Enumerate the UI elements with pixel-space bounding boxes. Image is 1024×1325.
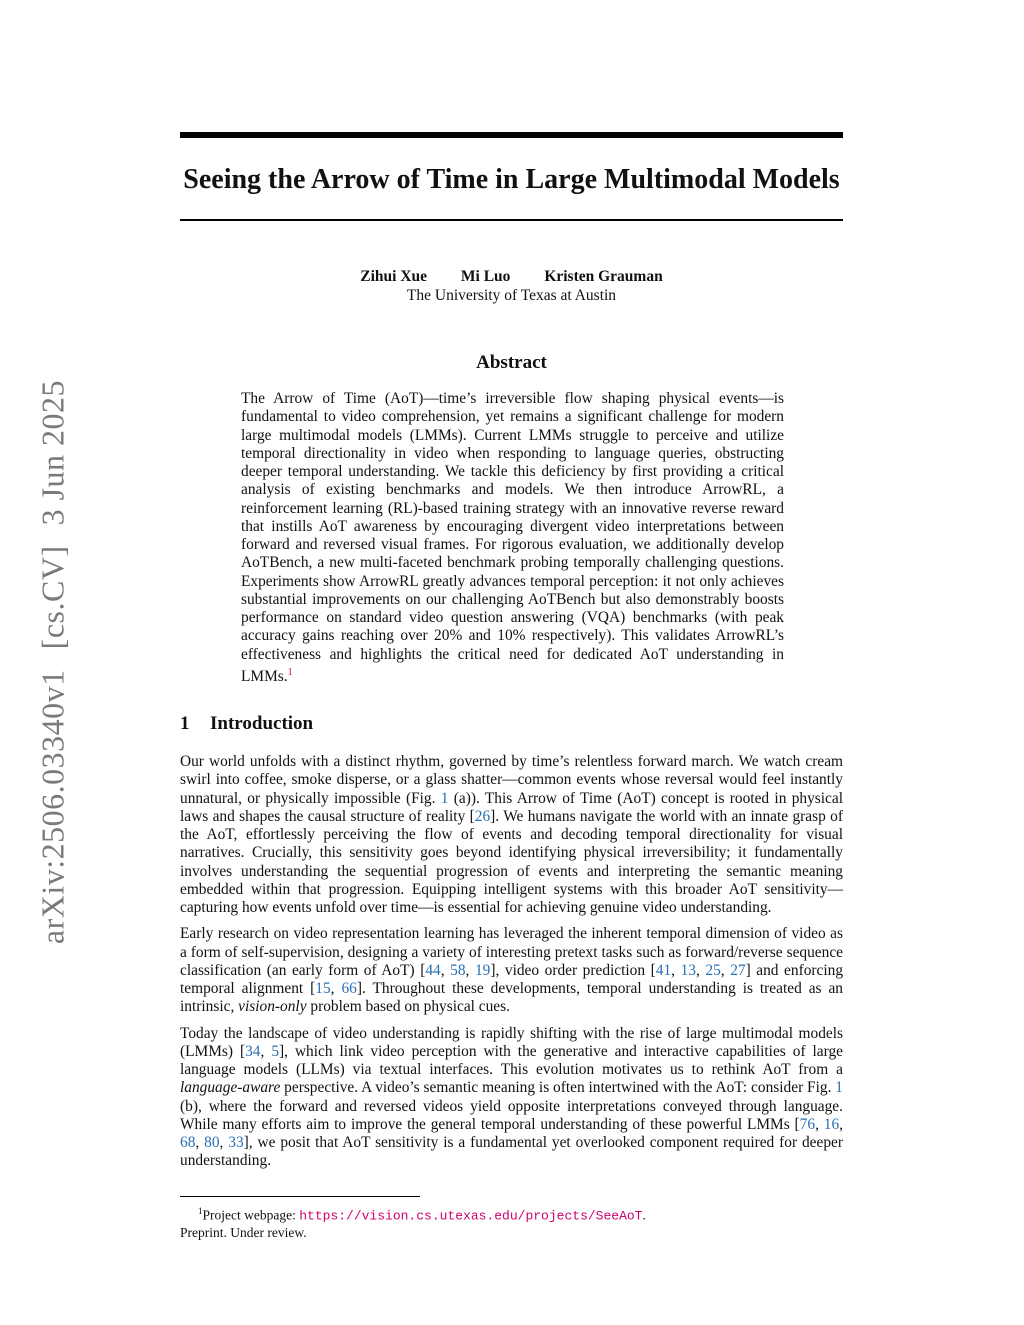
paragraph: Early research on video representation learning has leveraged the inherent temporal dimension of video as a form of self-supervision, designing a variety of interesting pretext tasks such as forward/reverse sequence classification (an early form of AoT) [44, 58, 19], video order prediction [41, 13, 25, 27] and enforcing temporal alignment [15, 66]. Throughout these developments, temporal understanding is treated as an intrinsic, vision-only problem based on physical cues. — [180, 925, 844, 1016]
citation-link[interactable]: 27 — [730, 961, 746, 979]
citation-link[interactable]: 26 — [474, 807, 491, 825]
citation-link[interactable]: 25 — [705, 961, 721, 979]
emphasis: vision-only — [238, 998, 307, 1016]
arxiv-id[interactable]: arXiv:2506.03340v1 — [34, 669, 71, 945]
title-top-rule — [180, 132, 843, 138]
citation-link[interactable]: 5 — [271, 1042, 280, 1060]
citation-link[interactable]: 19 — [474, 961, 491, 979]
footnote-label: Project webpage: — [202, 1207, 300, 1223]
preprint-notice: Preprint. Under review. — [180, 1225, 307, 1240]
arxiv-sidebar-stamp — [35, 370, 72, 954]
paper-title: Seeing the Arrow of Time in Large Multimodal Models — [183, 164, 840, 195]
footnote-link[interactable]: 1 — [287, 666, 293, 678]
citation-link[interactable]: 16 — [823, 1115, 840, 1133]
author-name: Kristen Grauman — [544, 268, 663, 285]
introduction-body — [180, 753, 843, 1179]
footnote-rule — [180, 1196, 420, 1197]
citation-link[interactable]: 44 — [425, 961, 441, 979]
paragraph: Our world unfolds with a distinct rhythm, governed by time’s relentless forward march. We watch cream swirl into coffee, smoke disperse, or a glass shatter—common events whose reversal would feel instantly unnatural, or physically impossible (Fig. 1 (a)). This Arrow of Time (AoT) concept is rooted in physical laws and shapes the causal structure of reality [26]. We humans navigate the world with an innate grasp of the AoT, effortlessly perceiving the flow of events and decoding temporal directionality for visual narratives. Crucially, this sensitivity goes beyond identifying physical irreversibility; it fundamentally involves understanding the sequential progression of events and interpreting the semantic meaning embedded within that progression. Equipping intelligent systems with this broader AoT sensitivity—capturing how events unfold over time—is essential for achieving genuine video understanding. — [180, 753, 843, 916]
paragraph: Today the landscape of video understanding is rapidly shifting with the rise of large multimodal models (LMMs) [34, 5], which link video perception with the generative and interactive capabilities of large language models (LLMs) via textual interfaces. This evolution motivates us to rethink AoT from a language-aware perspective. A video’s semantic meaning is often intertwined with the AoT: consider Fig. 1 (b), where the forward and reversed videos yield opposite interpretations conveyed through language. While many efforts aim to improve the general temporal understanding of these powerful LMMs [76, 16, 68, 80, 33], we posit that AoT sensitivity is a fundamental yet overlooked component required for deeper understanding. — [180, 1024, 844, 1170]
section-title: Introduction — [210, 713, 314, 734]
citation-link[interactable]: 15 — [315, 980, 331, 997]
citation-link[interactable]: 33 — [228, 1134, 244, 1151]
section-number: 1 — [180, 713, 190, 734]
affiliation: The University of Texas at Austin — [406, 287, 617, 304]
arxiv-date: 3 Jun 2025 — [34, 379, 71, 526]
citation-link[interactable]: 34 — [245, 1042, 261, 1060]
project-webpage-link[interactable]: https://vision.cs.utexas.edu/projects/SeeAoT — [299, 1208, 643, 1224]
emphasis: language-aware — [180, 1079, 281, 1097]
citation-link[interactable]: 80 — [204, 1134, 220, 1151]
citation-link[interactable]: 68 — [180, 1134, 196, 1151]
abstract-heading: Abstract — [476, 352, 547, 373]
arxiv-category: [cs.CV] — [34, 545, 71, 650]
abstract-text — [241, 390, 784, 686]
figure-ref-link[interactable]: 1 — [440, 789, 449, 807]
title-bottom-rule — [180, 219, 843, 221]
figure-ref-link[interactable]: 1 — [835, 1079, 843, 1097]
section-heading — [180, 712, 313, 736]
footnote-mark: 1 — [198, 1206, 203, 1216]
citation-link[interactable]: 41 — [655, 961, 672, 979]
citation-link[interactable]: 76 — [799, 1115, 816, 1133]
author-name: Zihui Xue — [360, 268, 428, 285]
author-name: Mi Luo — [460, 268, 511, 285]
citation-link[interactable]: 58 — [450, 961, 466, 979]
citation-link[interactable]: 66 — [341, 980, 357, 997]
footnote: $^1$Project webpage: https://vision.cs.utexas.edu/projects/SeeAoT. — [198, 1206, 646, 1224]
author-list — [180, 267, 843, 287]
abstract-body: The Arrow of Time (AoT)—time’s irreversible flow shaping physical events—is fundamental to video comprehension, yet remains a significant challenge for modern large multimodal models (LMMs). Current LMMs struggle to perceive and utilize temporal directionality in video when responding to language queries, obstructing deeper temporal understanding. We tackle this deficiency by first providing a critical analysis of existing benchmarks and models. We then introduce ArrowRL, a reinforcement learning (RL)-based training strategy with an innovative reverse reward that instills AoT awareness by encouraging divergent video interpretations between forward and reversed visual frames. For rigorous evaluation, we additionally develop AoTBench, a new multi-faceted benchmark probing temporally challenging questions. Experiments show ArrowRL greatly advances temporal perception: it not only achieves substantial improvements on our challenging AoTBench but also demonstrably boosts performance on standard video question answering (VQA) benchmarks (with peak accuracy gains reaching over 20% and 10% respectively). This validates ArrowRL’s effectiveness and highlights the critical need for dedicated AoT understanding in LMMs. — [241, 390, 784, 685]
citation-link[interactable]: 13 — [680, 961, 696, 979]
